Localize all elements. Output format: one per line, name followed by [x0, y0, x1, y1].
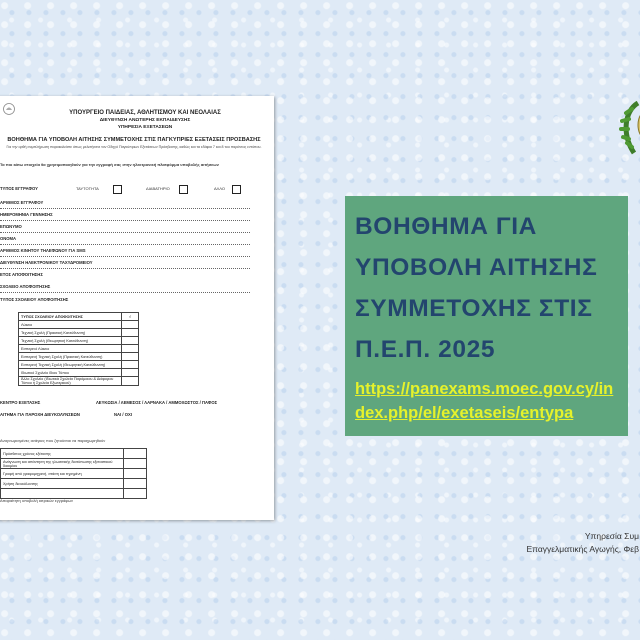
field-line [0, 268, 250, 269]
cyprus-emblem-icon [618, 95, 640, 165]
table-row [1, 449, 147, 459]
table-row [1, 489, 147, 499]
needs-table [0, 448, 147, 499]
school-type-cell: Εσπερινή Τεχνική Σχολή (Θεωρητική Κατεύθυνση) [19, 361, 122, 369]
table-row [19, 361, 139, 369]
field-line [0, 220, 250, 221]
field-line [0, 292, 250, 293]
form-subtitle: Για την ορθή συμπλήρωση παρακαλείστε όπως μελετήσετε τον Οδηγό Παγκύπριων Εξετάσεων Πρόσβασης, καθώς και τα εδάφια 7 και 8 του παρόντος εντύπου. [6, 145, 262, 149]
school-check-cell[interactable] [122, 353, 139, 361]
form-intro: Τα πιο κάτω στοιχεία θα χρησιμοποιηθούν για την εγγραφή σας στην ηλεκτρονική πλατφόρμα υποβολής αιτήσεων [0, 162, 219, 167]
doc-type-other-checkbox[interactable] [232, 185, 241, 194]
field-graduation-year: ΕΤΟΣ ΑΠΟΦΟΙΤΗΣΗΣ [0, 272, 43, 277]
school-check-cell[interactable] [122, 337, 139, 345]
facilities-options: ΝΑΙ / ΟΧΙ [114, 412, 132, 417]
field-surname: ΕΠΩΝΥΜΟ [0, 224, 22, 229]
table-row [1, 459, 147, 469]
table-header-cell: √ [122, 313, 139, 321]
needs-cell: Γραφή από γραφομηχανή, στάση και τηρημένη [1, 469, 124, 479]
school-check-cell[interactable] [122, 329, 139, 337]
needs-text: Αναγνωρισμένες ανάγκες που ζητούνται να παραχωρηθούν [0, 438, 106, 443]
school-type-label: ΤΥΠΟΣ ΣΧΟΛΕΙΟΥ ΑΠΟΦΟΙΤΗΣΗΣ [0, 297, 69, 302]
table-row [19, 369, 139, 377]
table-row [1, 469, 147, 479]
school-check-cell[interactable] [122, 377, 139, 386]
panel-link-line-1[interactable]: https://panexams.moec.gov.cy/in [355, 380, 614, 398]
doc-type-passport-checkbox[interactable] [179, 185, 188, 194]
field-email: ΔΙΕΥΘΥΝΣΗ ΗΛΕΚΤΡΟΝΙΚΟΥ ΤΑΧΥΔΡΟΜΕΙΟΥ [0, 260, 93, 265]
field-line [0, 208, 250, 209]
footer-line-2: Επαγγελματικής Αγωγής, Φεβ [526, 544, 639, 554]
info-panel [345, 196, 628, 436]
field-school: ΣΧΟΛΕΙΟ ΑΠΟΦΟΙΤΗΣΗΣ [0, 284, 51, 289]
doc-type-id: ΤΑΥΤΟΤΗΤΑ [76, 186, 99, 191]
panel-title-line-3: ΣΥΜΜΕΤΟΧΗΣ ΣΤΙΣ [355, 295, 593, 322]
doc-type-label: ΤΥΠΟΣ ΕΓΓΡΑΦΟΥ [0, 186, 38, 191]
panel-link-line-2[interactable]: dex.php/el/exetaseis/entypa [355, 404, 574, 422]
form-title: ΒΟΗΘΗΜΑ ΓΙΑ ΥΠΟΒΟΛΗ ΑΙΤΗΣΗΣ ΣΥΜΜΕΤΟΧΗΣ ΣΤΙΣ ΠΑΓΚΥΠΡΙΕΣ ΕΞΕΤΑΣΕΙΣ ΠΡΟΣΒΑΣΗΣ [7, 137, 261, 143]
table-header-cell: ΤΥΠΟΣ ΣΧΟΛΕΙΟΥ ΑΠΟΦΟΙΤΗΣΗΣ [19, 313, 122, 321]
needs-check-cell[interactable] [124, 459, 147, 469]
needs-cell: Πρόσθετος χρόνος εξέτασης [1, 449, 124, 459]
doc-type-passport: ΔΙΑΒΑΤΗΡΙΟ [146, 186, 170, 191]
field-name: ΟΝΟΜΑ [0, 236, 17, 241]
school-type-cell: Άλλο Σχολείο (Ιδιωτικά Σχολεία Παρόμοιου & Διάφορου Τύπου ή Σχολεία Εξωτερικού) [19, 377, 122, 386]
application-form-image [0, 96, 274, 520]
doc-type-other: ΑΛΛΟ [214, 186, 226, 191]
school-check-cell[interactable] [122, 321, 139, 329]
school-type-cell: Εσπερινή Τεχνική Σχολή (Πρακτική Κατεύθυνση) [19, 353, 122, 361]
table-row [19, 337, 139, 345]
facilities-label: ΑΙΤΗΜΑ ΓΙΑ ΠΑΡΟΧΗ ΔΙΕΥΚΟΛΥΝΣΕΩΝ [0, 412, 80, 417]
table-row [19, 377, 139, 386]
needs-cell: Χρήση διευκόλυνσης [1, 479, 124, 489]
form-note: Απαραίτητη υποβολή ιατρικών εγγράφων [0, 498, 73, 503]
doc-type-id-checkbox[interactable] [113, 185, 122, 194]
table-row [19, 353, 139, 361]
table-row [19, 321, 139, 329]
panel-title-line-1: ΒΟΗΘΗΜΑ ΓΙΑ [355, 213, 537, 240]
school-type-cell: Τεχνική Σχολή (Πρακτική Κατεύθυνση) [19, 329, 122, 337]
school-check-cell[interactable] [122, 369, 139, 377]
school-check-cell[interactable] [122, 345, 139, 353]
school-type-cell: Ιδιωτικό Σχολείο ίδιου Τύπου [19, 369, 122, 377]
table-row [19, 329, 139, 337]
field-birth-date: ΗΜΕΡΟΜΗΝΙΑ ΓΕΝΝΗΣΗΣ [0, 212, 53, 217]
needs-cell [1, 489, 124, 499]
field-line [0, 256, 250, 257]
needs-check-cell[interactable] [124, 479, 147, 489]
needs-check-cell[interactable] [124, 449, 147, 459]
table-row [19, 345, 139, 353]
table-row [1, 479, 147, 489]
panel-title-line-2: ΥΠΟΒΟΛΗ ΑΙΤΗΣΗΣ [355, 254, 598, 281]
coat-of-arms-icon [2, 102, 16, 116]
form-service: ΥΠΗΡΕΣΙΑ ΕΞΕΤΑΣΕΩΝ [117, 125, 173, 130]
school-check-cell[interactable] [122, 361, 139, 369]
table-row [19, 313, 139, 321]
school-type-table [18, 312, 139, 386]
footer-line-1: Υπηρεσία Συμ [584, 531, 639, 541]
needs-cell: Ανάγνωση και απάντηση της γλωσσικής διατύπωσης εξεταστικού δοκιμίου [1, 459, 124, 469]
field-doc-number: ΑΡΙΘΜΟΣ ΕΓΓΡΑΦΟΥ [0, 200, 44, 205]
exam-center-options: ΛΕΥΚΩΣΙΑ / ΛΕΜΕΣΟΣ / ΛΑΡΝΑΚΑ / ΑΜΜΟΧΩΣΤΟΣ / ΠΑΦΟΣ [96, 400, 218, 405]
form-directorate: ΔΙΕΥΘΥΝΣΗ ΑΝΩΤΕΡΗΣ ΕΚΠΑΙΔΕΥΣΗΣ [99, 118, 191, 123]
school-type-cell: Λύκειο [19, 321, 122, 329]
needs-check-cell[interactable] [124, 469, 147, 479]
needs-check-cell[interactable] [124, 489, 147, 499]
school-type-cell: Τεχνική Σχολή (Θεωρητική Κατεύθυνση) [19, 337, 122, 345]
field-line [0, 244, 250, 245]
exam-center-label: ΚΕΝΤΡΟ ΕΞΕΤΑΣΗΣ [0, 400, 41, 405]
field-mobile: ΑΡΙΘΜΟΣ ΚΙΝΗΤΟΥ ΤΗΛΕΦΩΝΟΥ ΓΙΑ SMS [0, 248, 86, 253]
panel-title-line-4: Π.Ε.Π. 2025 [355, 336, 496, 363]
field-line [0, 232, 250, 233]
form-ministry: ΥΠΟΥΡΓΕΙΟ ΠΑΙΔΕΙΑΣ, ΑΘΛΗΤΙΣΜΟΥ ΚΑΙ ΝΕΟΛΑΙΑΣ [69, 110, 221, 116]
school-type-cell: Εσπερινό Λύκειο [19, 345, 122, 353]
